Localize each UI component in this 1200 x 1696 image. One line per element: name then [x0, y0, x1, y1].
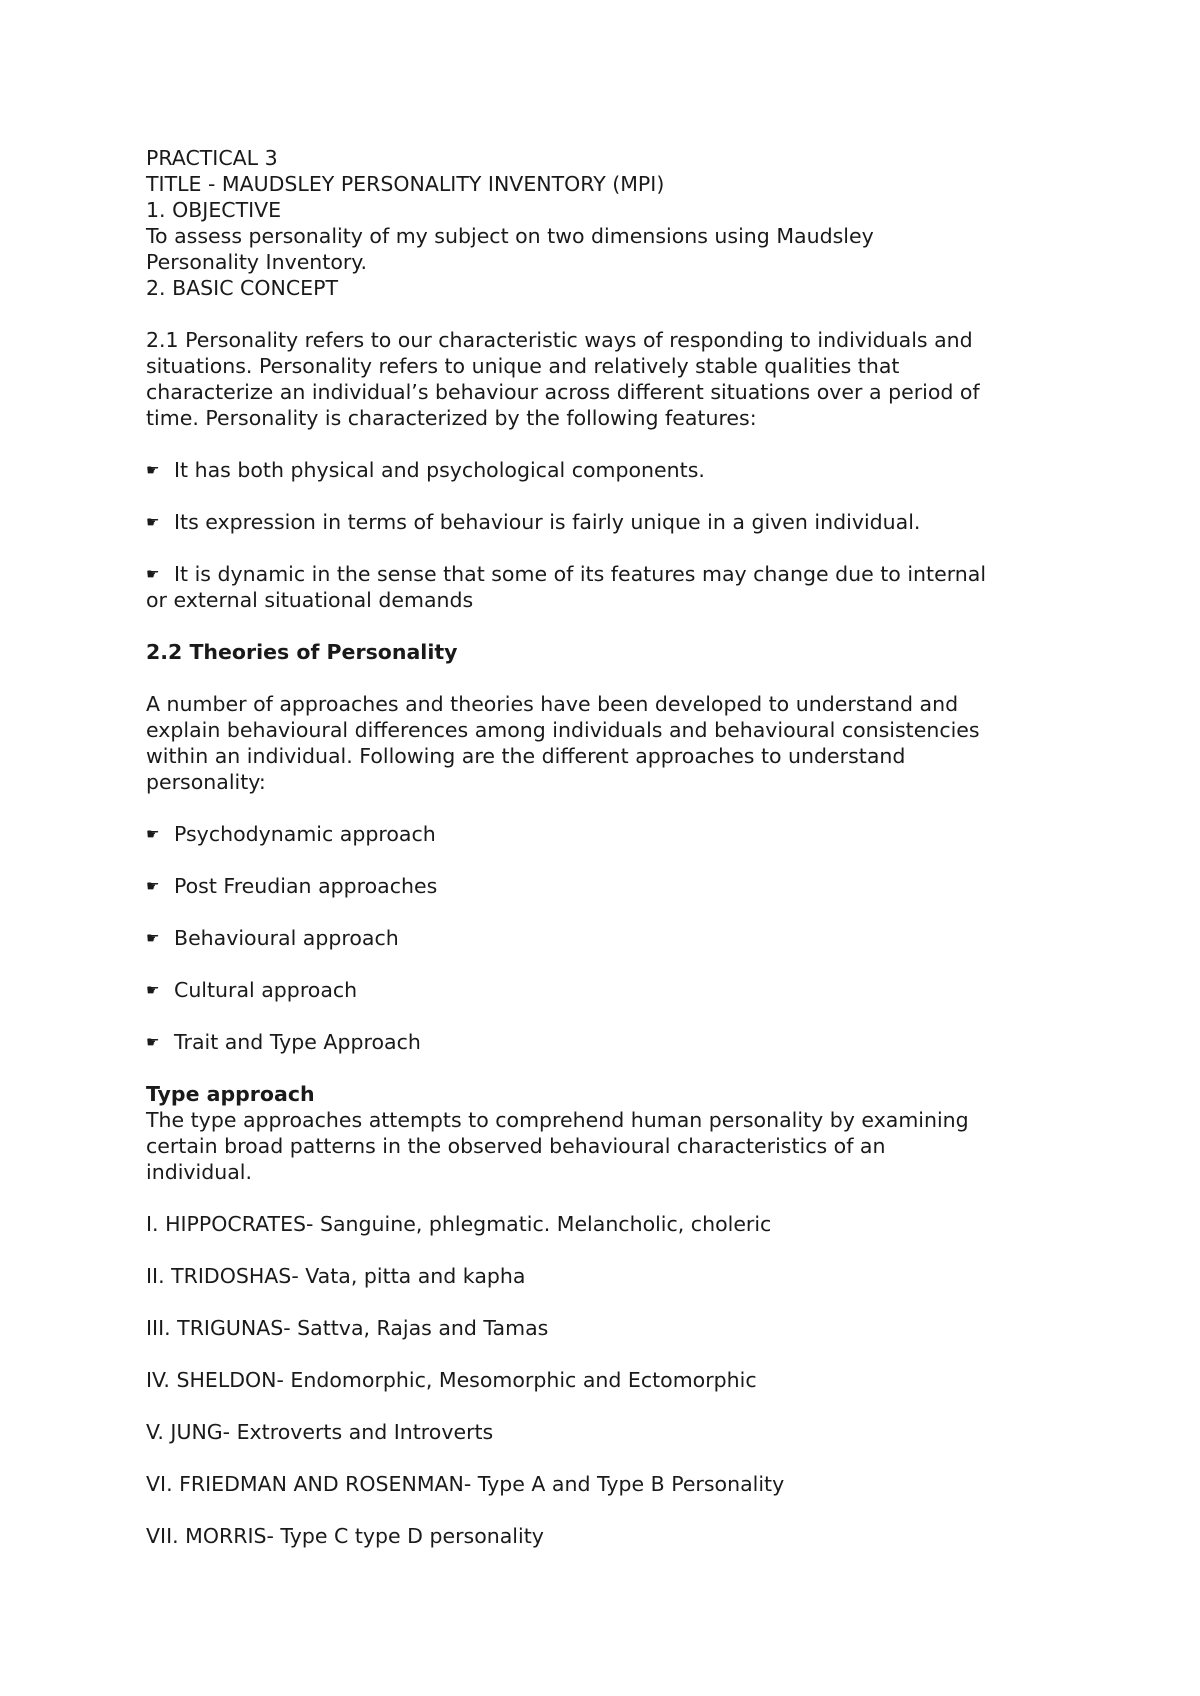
practical-number: PRACTICAL 3 [146, 146, 278, 170]
hand-pointing-icon: ☛ [146, 877, 160, 895]
concept-para-line: characterize an individual’s behaviour across different situations over a period of [146, 380, 980, 404]
theories-heading: 2.2 Theories of Personality [146, 640, 458, 664]
type-item: IV. SHELDON- Endomorphic, Mesomorphic and Ectomorphic [146, 1368, 757, 1392]
approach-item [146, 873, 1086, 899]
approach-item [146, 1029, 1086, 1055]
objective-line: To assess personality of my subject on two dimensions using Maudsley [146, 224, 874, 248]
approach-text: Cultural approach [174, 978, 358, 1002]
approach-item [146, 925, 1086, 951]
feature-text: It has both physical and psychological components. [174, 458, 705, 482]
type-item: III. TRIGUNAS- Sattva, Rajas and Tamas [146, 1316, 549, 1340]
approach-text: Post Freudian approaches [174, 874, 438, 898]
type-approach-heading: Type approach [146, 1082, 315, 1106]
objective-line: Personality Inventory. [146, 250, 368, 274]
hand-pointing-icon: ☛ [146, 825, 160, 843]
type-item: V. JUNG- Extroverts and Introverts [146, 1420, 494, 1444]
theories-para-line: A number of approaches and theories have been developed to understand and [146, 692, 959, 716]
feature-text-continued: or external situational demands [146, 588, 474, 612]
concept-para-line: 2.1 Personality refers to our characteristic ways of responding to individuals and [146, 328, 973, 352]
type-item: VI. FRIEDMAN AND ROSENMAN- Type A and Type B Personality [146, 1472, 785, 1496]
approach-item [146, 977, 1086, 1003]
document-title: TITLE - MAUDSLEY PERSONALITY INVENTORY (MPI) [146, 172, 665, 196]
feature-text: Its expression in terms of behaviour is fairly unique in a given individual. [174, 510, 921, 534]
approach-text: Trait and Type Approach [174, 1030, 421, 1054]
theories-para-line: explain behavioural differences among individuals and behavioural consistencies [146, 718, 980, 742]
approach-item [146, 821, 1086, 847]
theories-para-line: personality: [146, 770, 266, 794]
type-approach-para-line: The type approaches attempts to comprehend human personality by examining [146, 1108, 969, 1132]
hand-pointing-icon: ☛ [146, 565, 160, 583]
hand-pointing-icon: ☛ [146, 981, 160, 999]
approach-text: Psychodynamic approach [174, 822, 436, 846]
hand-pointing-icon: ☛ [146, 929, 160, 947]
type-item: VII. MORRIS- Type C type D personality [146, 1524, 544, 1548]
concept-para-line: time. Personality is characterized by the following features: [146, 406, 757, 430]
concept-para-line: situations. Personality refers to unique and relatively stable qualities that [146, 354, 900, 378]
theories-para-line: within an individual. Following are the different approaches to understand [146, 744, 906, 768]
type-approach-para-line: certain broad patterns in the observed behavioural characteristics of an [146, 1134, 886, 1158]
type-item: II. TRIDOSHAS- Vata, pitta and kapha [146, 1264, 526, 1288]
feature-item [146, 457, 1086, 483]
hand-pointing-icon: ☛ [146, 1033, 160, 1051]
type-item: I. HIPPOCRATES- Sanguine, phlegmatic. Melancholic, choleric [146, 1212, 772, 1236]
objective-heading: 1. OBJECTIVE [146, 198, 282, 222]
type-approach-para-line: individual. [146, 1160, 253, 1184]
document-page [146, 145, 1086, 1549]
basic-concept-heading: 2. BASIC CONCEPT [146, 276, 338, 300]
feature-item [146, 509, 1086, 535]
hand-pointing-icon: ☛ [146, 461, 160, 479]
feature-text: It is dynamic in the sense that some of its features may change due to internal [174, 562, 987, 586]
hand-pointing-icon: ☛ [146, 513, 160, 531]
approach-text: Behavioural approach [174, 926, 399, 950]
feature-item [146, 561, 1086, 587]
